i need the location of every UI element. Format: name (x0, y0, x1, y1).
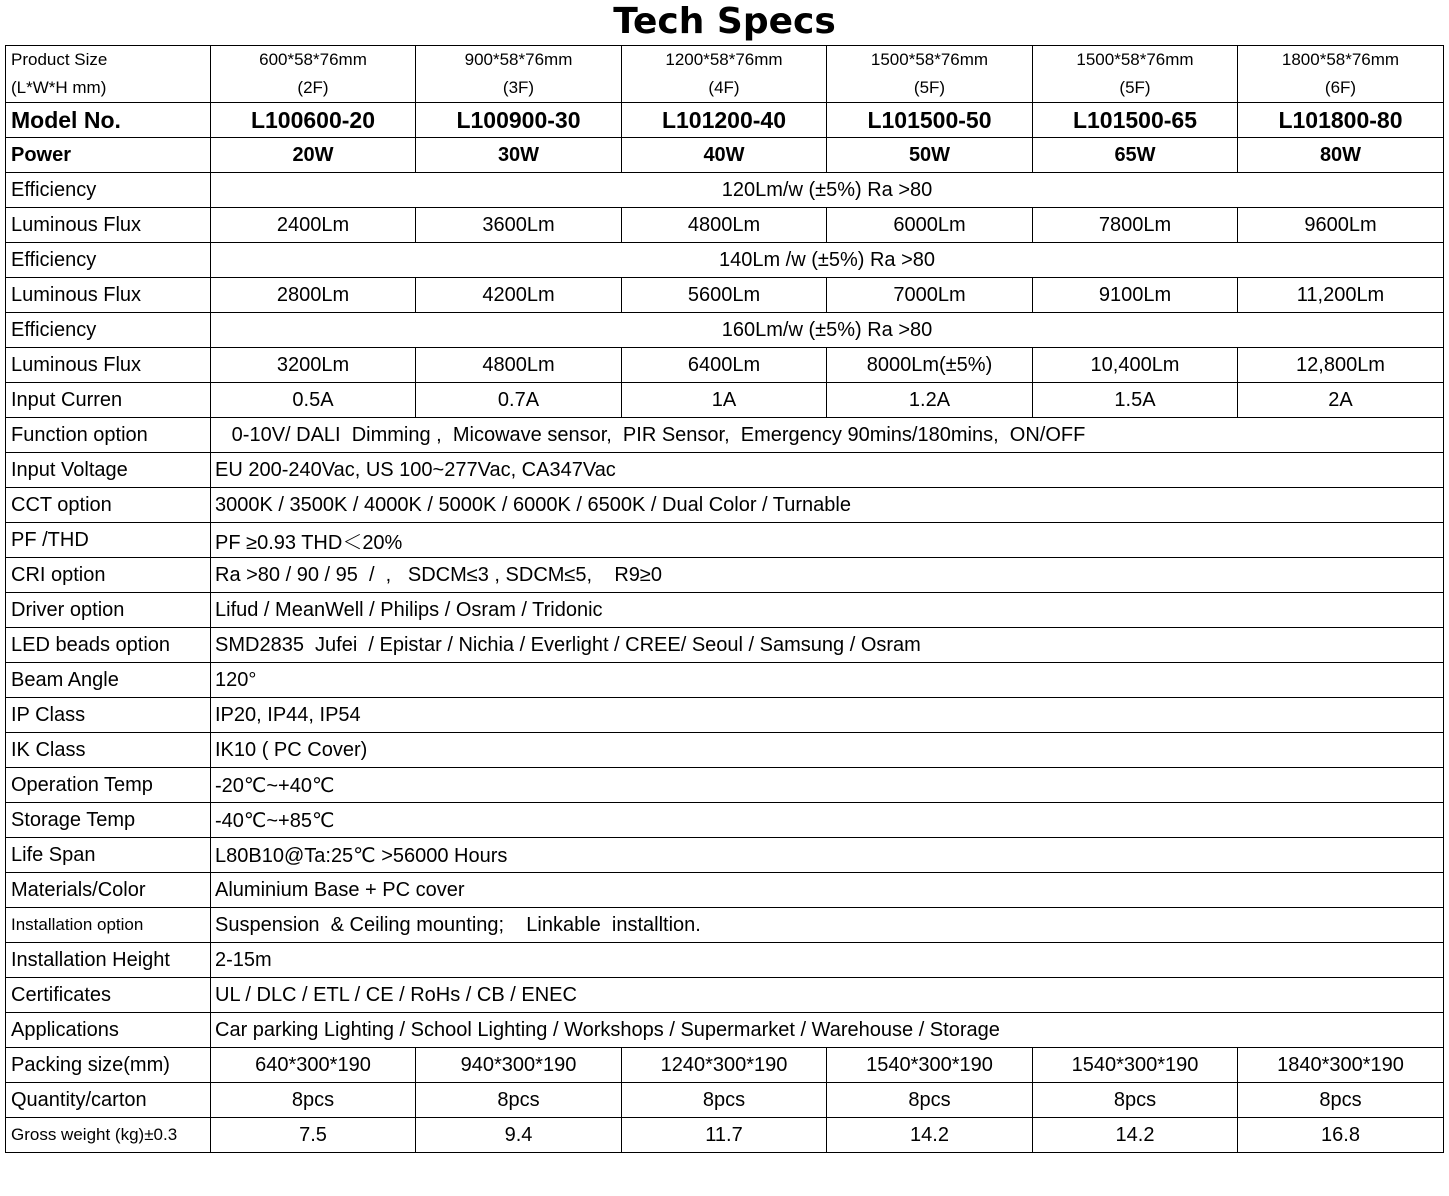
flux-cell: 9100Lm (1033, 278, 1238, 313)
packing-cell: 1240*300*190 (622, 1048, 827, 1083)
power-cell: 65W (1033, 138, 1238, 173)
model-cell: L101500-65 (1033, 103, 1238, 138)
luminous-flux-row (6, 208, 1444, 243)
efficiency-row (6, 313, 1444, 348)
efficiency-row (6, 243, 1444, 278)
packing-cell: 940*300*190 (416, 1048, 622, 1083)
quantity-cell: 8pcs (416, 1083, 622, 1118)
flux-cell: 6000Lm (827, 208, 1033, 243)
size-cell: 1500*58*76mm (5F) (1033, 46, 1238, 103)
flux-cell: 2400Lm (211, 208, 416, 243)
model-row (6, 103, 1444, 138)
size-cell: 1800*58*76mm (6F) (1238, 46, 1444, 103)
weight-cell: 14.2 (827, 1118, 1033, 1153)
spec-row (6, 873, 1444, 908)
ip-class-label: IP Class (6, 698, 211, 733)
current-cell: 0.7A (416, 383, 622, 418)
current-cell: 1.5A (1033, 383, 1238, 418)
spec-row (6, 488, 1444, 523)
cri-option-label: CRI option (6, 558, 211, 593)
quantity-label: Quantity/carton (6, 1083, 211, 1118)
beam-angle-label: Beam Angle (6, 663, 211, 698)
efficiency-label: Efficiency (6, 243, 211, 278)
flux-cell: 4800Lm (416, 348, 622, 383)
size-cell: 1500*58*76mm (5F) (827, 46, 1033, 103)
model-cell: L100600-20 (211, 103, 416, 138)
spec-row (6, 558, 1444, 593)
storage-temp-label: Storage Temp (6, 803, 211, 838)
led-beads-option-label: LED beads option (6, 628, 211, 663)
packing-size-label: Packing size(mm) (6, 1048, 211, 1083)
spec-row (6, 593, 1444, 628)
flux-cell: 10,400Lm (1033, 348, 1238, 383)
materials-color-value: Aluminium Base + PC cover (211, 873, 1444, 908)
packing-cell: 1540*300*190 (827, 1048, 1033, 1083)
function-option-value: 0-10V/ DALI Dimming , Micowave sensor, PIR Sensor, Emergency 90mins/180mins, ON/OFF (211, 418, 1444, 453)
gross-weight-row (6, 1118, 1444, 1153)
flux-cell: 11,200Lm (1238, 278, 1444, 313)
size-cell: 600*58*76mm (2F) (211, 46, 416, 103)
input-current-row (6, 383, 1444, 418)
input-voltage-value: EU 200-240Vac, US 100~277Vac, CA347Vac (211, 453, 1444, 488)
model-cell: L101200-40 (622, 103, 827, 138)
cct-option-value: 3000K / 3500K / 4000K / 5000K / 6000K / 6500K / Dual Color / Turnable (211, 488, 1444, 523)
flux-cell: 9600Lm (1238, 208, 1444, 243)
driver-option-label: Driver option (6, 593, 211, 628)
flux-cell: 4800Lm (622, 208, 827, 243)
flux-cell: 7000Lm (827, 278, 1033, 313)
storage-temp-value: -40℃~+85℃ (211, 803, 1444, 838)
model-cell: L101500-50 (827, 103, 1033, 138)
luminous-flux-label: Luminous Flux (6, 348, 211, 383)
power-cell: 40W (622, 138, 827, 173)
flux-cell: 3200Lm (211, 348, 416, 383)
spec-row (6, 838, 1444, 873)
flux-cell: 8000Lm(±5%) (827, 348, 1033, 383)
gross-weight-label: Gross weight (kg)±0.3 (6, 1118, 211, 1153)
operation-temp-value: -20℃~+40℃ (211, 768, 1444, 803)
life-span-label: Life Span (6, 838, 211, 873)
efficiency-value: 140Lm /w (±5%) Ra >80 (211, 243, 1444, 278)
pf-thd-label: PF /THD (6, 523, 211, 558)
flux-cell: 5600Lm (622, 278, 827, 313)
flux-cell: 12,800Lm (1238, 348, 1444, 383)
flux-cell: 4200Lm (416, 278, 622, 313)
led-beads-option-value: SMD2835 Jufei / Epistar / Nichia / Everlight / CREE/ Seoul / Samsung / Osram (211, 628, 1444, 663)
luminous-flux-row (6, 278, 1444, 313)
spec-row (6, 1013, 1444, 1048)
product-size-row (6, 46, 1444, 103)
quantity-row (6, 1083, 1444, 1118)
efficiency-value: 160Lm/w (±5%) Ra >80 (211, 313, 1444, 348)
operation-temp-label: Operation Temp (6, 768, 211, 803)
spec-table (5, 45, 1444, 1153)
spec-row (6, 978, 1444, 1013)
spec-row (6, 768, 1444, 803)
installation-height-label: Installation Height (6, 943, 211, 978)
current-cell: 2A (1238, 383, 1444, 418)
power-cell: 20W (211, 138, 416, 173)
size-cell: 1200*58*76mm (4F) (622, 46, 827, 103)
efficiency-row (6, 173, 1444, 208)
size-cell: 900*58*76mm (3F) (416, 46, 622, 103)
spec-row (6, 418, 1444, 453)
installation-option-value: Suspension & Ceiling mounting; Linkable installtion. (211, 908, 1444, 943)
packing-size-row (6, 1048, 1444, 1083)
weight-cell: 9.4 (416, 1118, 622, 1153)
flux-cell: 2800Lm (211, 278, 416, 313)
page-title: Tech Specs (613, 1, 836, 42)
flux-cell: 6400Lm (622, 348, 827, 383)
quantity-cell: 8pcs (211, 1083, 416, 1118)
efficiency-label: Efficiency (6, 173, 211, 208)
materials-color-label: Materials/Color (6, 873, 211, 908)
quantity-cell: 8pcs (827, 1083, 1033, 1118)
cri-option-value: Ra >80 / 90 / 95 / , SDCM≤3 , SDCM≤5, R9≥0 (211, 558, 1444, 593)
spec-row (6, 803, 1444, 838)
spec-row (6, 943, 1444, 978)
packing-cell: 640*300*190 (211, 1048, 416, 1083)
certificates-value: UL / DLC / ETL / CE / RoHs / CB / ENEC (211, 978, 1444, 1013)
quantity-cell: 8pcs (1238, 1083, 1444, 1118)
power-row (6, 138, 1444, 173)
luminous-flux-label: Luminous Flux (6, 278, 211, 313)
power-label: Power (6, 138, 211, 173)
spec-row (6, 523, 1444, 558)
current-cell: 1.2A (827, 383, 1033, 418)
weight-cell: 11.7 (622, 1118, 827, 1153)
luminous-flux-label: Luminous Flux (6, 208, 211, 243)
weight-cell: 16.8 (1238, 1118, 1444, 1153)
current-cell: 1A (622, 383, 827, 418)
ip-class-value: IP20, IP44, IP54 (211, 698, 1444, 733)
flux-cell: 3600Lm (416, 208, 622, 243)
life-span-value: L80B10@Ta:25℃ >56000 Hours (211, 838, 1444, 873)
ik-class-label: IK Class (6, 733, 211, 768)
model-cell: L101800-80 (1238, 103, 1444, 138)
spec-row (6, 733, 1444, 768)
spec-row (6, 698, 1444, 733)
spec-row (6, 908, 1444, 943)
power-cell: 50W (827, 138, 1033, 173)
weight-cell: 7.5 (211, 1118, 416, 1153)
beam-angle-value: 120° (211, 663, 1444, 698)
applications-value: Car parking Lighting / School Lighting / Workshops / Supermarket / Warehouse / Storage (211, 1013, 1444, 1048)
packing-cell: 1840*300*190 (1238, 1048, 1444, 1083)
pf-thd-value: PF ≥0.93 THD＜20% (211, 523, 1444, 558)
power-cell: 80W (1238, 138, 1444, 173)
certificates-label: Certificates (6, 978, 211, 1013)
power-cell: 30W (416, 138, 622, 173)
cct-option-label: CCT option (6, 488, 211, 523)
function-option-label: Function option (6, 418, 211, 453)
efficiency-label: Efficiency (6, 313, 211, 348)
spec-row (6, 628, 1444, 663)
input-current-label: Input Curren (6, 383, 211, 418)
current-cell: 0.5A (211, 383, 416, 418)
installation-option-label: Installation option (6, 908, 211, 943)
spec-row (6, 663, 1444, 698)
input-voltage-label: Input Voltage (6, 453, 211, 488)
applications-label: Applications (6, 1013, 211, 1048)
model-label: Model No. (6, 103, 211, 138)
product-size-label: Product Size (L*W*H mm) (6, 46, 211, 103)
weight-cell: 14.2 (1033, 1118, 1238, 1153)
ik-class-value: IK10 ( PC Cover) (211, 733, 1444, 768)
quantity-cell: 8pcs (622, 1083, 827, 1118)
quantity-cell: 8pcs (1033, 1083, 1238, 1118)
efficiency-value: 120Lm/w (±5%) Ra >80 (211, 173, 1444, 208)
luminous-flux-row (6, 348, 1444, 383)
installation-height-value: 2-15m (211, 943, 1444, 978)
model-cell: L100900-30 (416, 103, 622, 138)
flux-cell: 7800Lm (1033, 208, 1238, 243)
driver-option-value: Lifud / MeanWell / Philips / Osram / Tridonic (211, 593, 1444, 628)
packing-cell: 1540*300*190 (1033, 1048, 1238, 1083)
spec-row (6, 453, 1444, 488)
